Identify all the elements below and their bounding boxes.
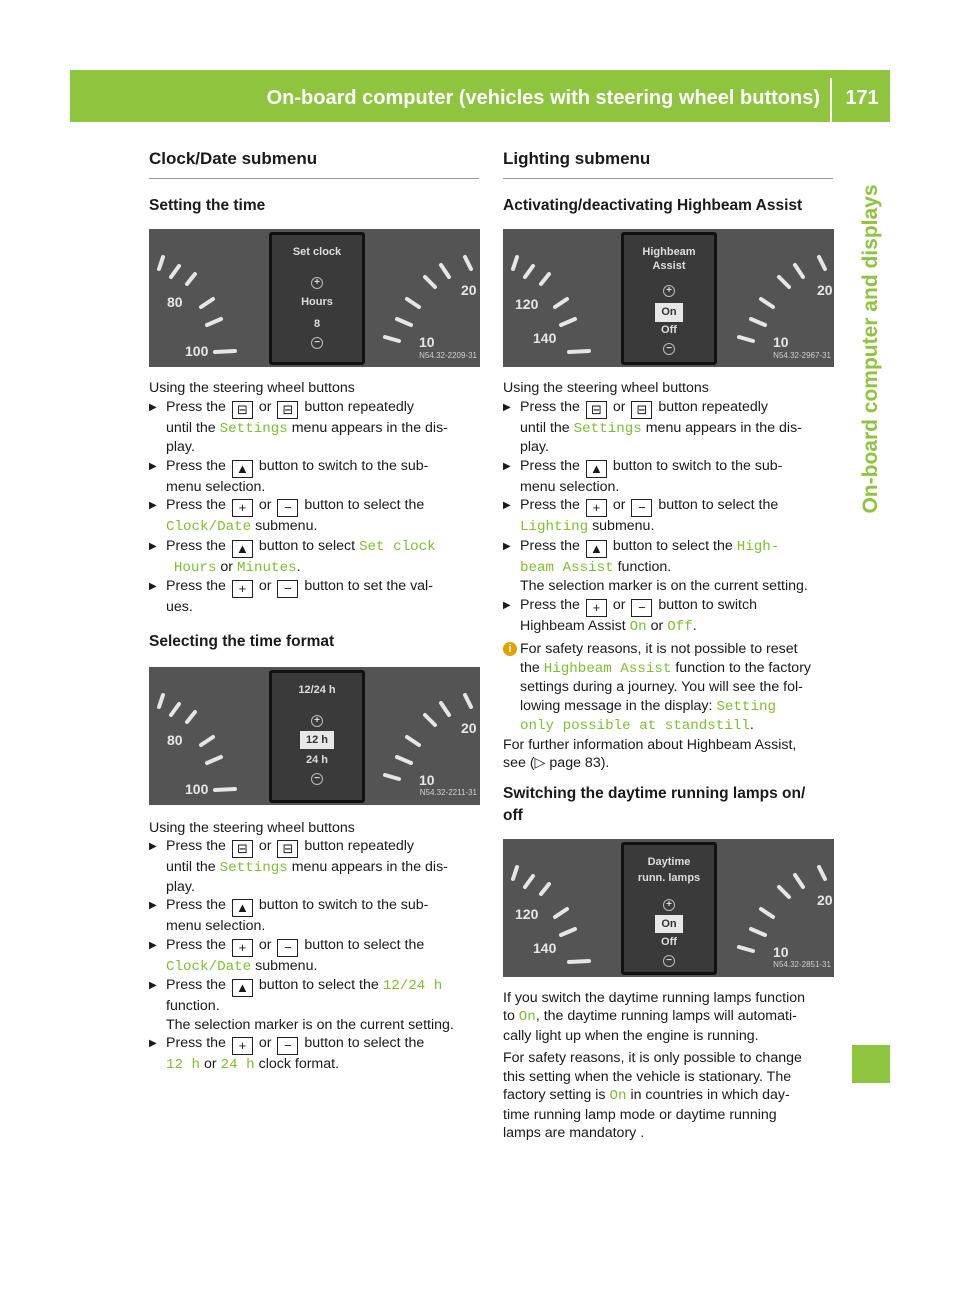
speed-140: 140: [533, 939, 557, 956]
figure-daytime: [503, 839, 834, 977]
display-title-1: Highbeam: [642, 246, 696, 258]
speed-10: 10: [419, 334, 435, 350]
plus-icon: +: [586, 599, 607, 617]
plus-circle-icon: +: [311, 277, 323, 289]
speed-10: 10: [773, 334, 789, 350]
figure-ref: N54.32-2209-31: [419, 350, 477, 360]
intro-text: Using the steering wheel buttons: [149, 380, 355, 396]
display-selected: 12 h: [300, 731, 334, 750]
ok-triangle-icon: ▲: [232, 979, 253, 997]
info-icon: i: [503, 642, 517, 656]
figure-highbeam: [503, 229, 834, 367]
page-header: [70, 70, 890, 122]
step-4: ▶ Press the ▲ button to select the 12/24 h function. The selection marker is on the current setting.: [149, 976, 479, 1034]
figure-set-clock: [149, 229, 480, 367]
display-right-icon: ⊟: [631, 401, 652, 419]
display-other: Off: [661, 324, 677, 336]
plus-circle-icon: +: [311, 715, 323, 727]
minus-circle-icon: −: [663, 955, 675, 967]
left-column: [149, 150, 479, 1075]
minus-icon: −: [277, 499, 298, 517]
minus-icon: −: [277, 580, 298, 598]
step-3: ▶ Press the + or − button to select the Lighting submenu.: [503, 496, 833, 537]
speed-80: 80: [167, 731, 183, 748]
display-other: 24 h: [305, 753, 328, 766]
minus-icon: −: [631, 599, 652, 617]
display-selected: On: [655, 303, 682, 322]
step-5: ▶ Press the + or − button to select the 12 h or 24 h clock format.: [149, 1034, 479, 1075]
intro-text: Using the steering wheel buttons: [503, 380, 709, 396]
step-5: ▶ Press the + or − button to set the val- ues.: [149, 577, 479, 617]
plus-icon: +: [232, 939, 253, 957]
display-right-icon: ⊟: [277, 840, 298, 858]
speed-20: 20: [461, 282, 477, 298]
display-left-icon: ⊟: [586, 401, 607, 419]
step-4: ▶ Press the ▲ button to select Set clock Hours or Minutes.: [149, 537, 479, 578]
speed-120: 120: [515, 905, 539, 922]
ok-triangle-icon: ▲: [232, 540, 253, 558]
header-divider: [830, 78, 832, 122]
intro-text: Using the steering wheel buttons: [149, 819, 355, 836]
display-item: Hours: [301, 296, 333, 308]
minus-circle-icon: −: [311, 773, 323, 785]
plus-icon: +: [232, 1037, 253, 1055]
side-tab-label: On-board computer and displays: [859, 184, 882, 514]
ok-triangle-icon: ▲: [232, 899, 253, 917]
plus-circle-icon: +: [663, 899, 675, 911]
speed-10: 10: [773, 943, 789, 960]
speed-100: 100: [185, 343, 209, 359]
minus-circle-icon: −: [663, 343, 675, 355]
display-title-2: runn. lamps: [637, 871, 701, 884]
heading-time-format: Selecting the time format: [149, 632, 335, 650]
plus-icon: +: [232, 499, 253, 517]
speed-20: 20: [817, 282, 833, 298]
plus-icon: +: [232, 580, 253, 598]
info-note: i For safety reasons, it is not possible to reset the Highbeam Assist function to the factory settings during a journey. You will see the fol- lowing message in the display: Setting only possible at standstill.: [503, 640, 833, 736]
cluster-display: [621, 842, 717, 975]
step-1: ▶ Press the ⊟ or ⊟ button repeatedly until the Settings menu appears in the dis- play.: [149, 398, 479, 457]
section-title-clock-date: Clock/Date submenu: [149, 150, 479, 179]
display-selected: On: [655, 915, 682, 934]
display-value: 8: [313, 318, 321, 330]
cluster-display: [269, 232, 365, 365]
step-2: ▶ Press the ▲ button to switch to the sub- menu selection.: [149, 896, 479, 936]
heading-daytime: Switching the daytime running lamps on/ off: [503, 784, 806, 824]
display-left-icon: ⊟: [232, 401, 253, 419]
figure-ref: N54.32-2851-31: [773, 960, 831, 969]
ok-triangle-icon: ▲: [586, 460, 607, 478]
display-title: Set clock: [292, 246, 342, 258]
step-1: ▶ Press the ⊟ or ⊟ button repeatedly until the Settings menu appears in the dis- play.: [503, 398, 833, 457]
figure-ref: N54.32-2211-31: [419, 788, 477, 797]
step-2: ▶ Press the ▲ button to switch to the sub- menu selection.: [149, 457, 479, 497]
further-info: For further information about Highbeam Assist, see (▷ page 83).: [503, 736, 797, 771]
display-title: 12/24 h: [298, 683, 336, 696]
display-title-2: Assist: [652, 260, 686, 272]
step-3: ▶ Press the + or − button to select the Clock/Date submenu.: [149, 936, 479, 977]
heading-setting-time: Setting the time: [149, 197, 266, 214]
plus-circle-icon: +: [663, 285, 675, 297]
step-5: ▶ Press the + or − button to switch Highbeam Assist On or Off.: [503, 596, 833, 637]
daytime-paragraph-1: If you switch the daytime running lamps function to On, the daytime running lamps will automati- cally light up when the engine is running.: [503, 989, 806, 1044]
display-other: Off: [661, 935, 677, 948]
minus-icon: −: [277, 1037, 298, 1055]
display-right-icon: ⊟: [277, 401, 298, 419]
step-1: ▶ Press the ⊟ or ⊟ button repeatedly until the Settings menu appears in the dis- play.: [149, 837, 479, 896]
display-title-1: Daytime: [647, 855, 691, 868]
ok-triangle-icon: ▲: [586, 540, 607, 558]
display-left-icon: ⊟: [232, 840, 253, 858]
page-ref-link[interactable]: page 83).: [549, 755, 610, 771]
page-ref-arrow-icon: ▷: [534, 755, 546, 771]
daytime-paragraph-2: For safety reasons, it is only possible to change this setting when the vehicle is stationary. The factory setting is On in countries in which day- time running lamp mode or daytime running lamps are mandatory .: [503, 1050, 802, 1141]
right-column: [503, 150, 833, 1143]
speed-120: 120: [515, 296, 539, 312]
plus-icon: +: [586, 499, 607, 517]
step-4: ▶ Press the ▲ button to select the High‐ beam Assist function. The selection marker is on the current setting.: [503, 537, 833, 596]
step-2: ▶ Press the ▲ button to switch to the sub- menu selection.: [503, 457, 833, 497]
cluster-display: [269, 670, 365, 803]
speed-140: 140: [533, 330, 557, 346]
speed-80: 80: [167, 294, 183, 310]
speed-100: 100: [185, 780, 209, 797]
section-title-lighting: Lighting submenu: [503, 150, 833, 179]
figure-12-24h: [149, 667, 480, 805]
chapter-marker: [852, 1045, 890, 1083]
speed-10: 10: [419, 771, 435, 788]
step-3: ▶ Press the + or − button to select the Clock/Date submenu.: [149, 496, 479, 537]
cluster-display: [621, 232, 717, 365]
speed-20: 20: [461, 719, 477, 736]
header-title: On-board computer (vehicles with steering wheel buttons): [266, 87, 820, 109]
page-number: 171: [845, 87, 879, 109]
heading-highbeam: Activating/deactivating Highbeam Assist: [503, 197, 803, 214]
minus-icon: −: [631, 499, 652, 517]
minus-circle-icon: −: [311, 337, 323, 349]
side-tab: [852, 122, 890, 577]
figure-ref: N54.32-2967-31: [773, 350, 831, 360]
ok-triangle-icon: ▲: [232, 460, 253, 478]
speed-20: 20: [817, 891, 833, 908]
minus-icon: −: [277, 939, 298, 957]
